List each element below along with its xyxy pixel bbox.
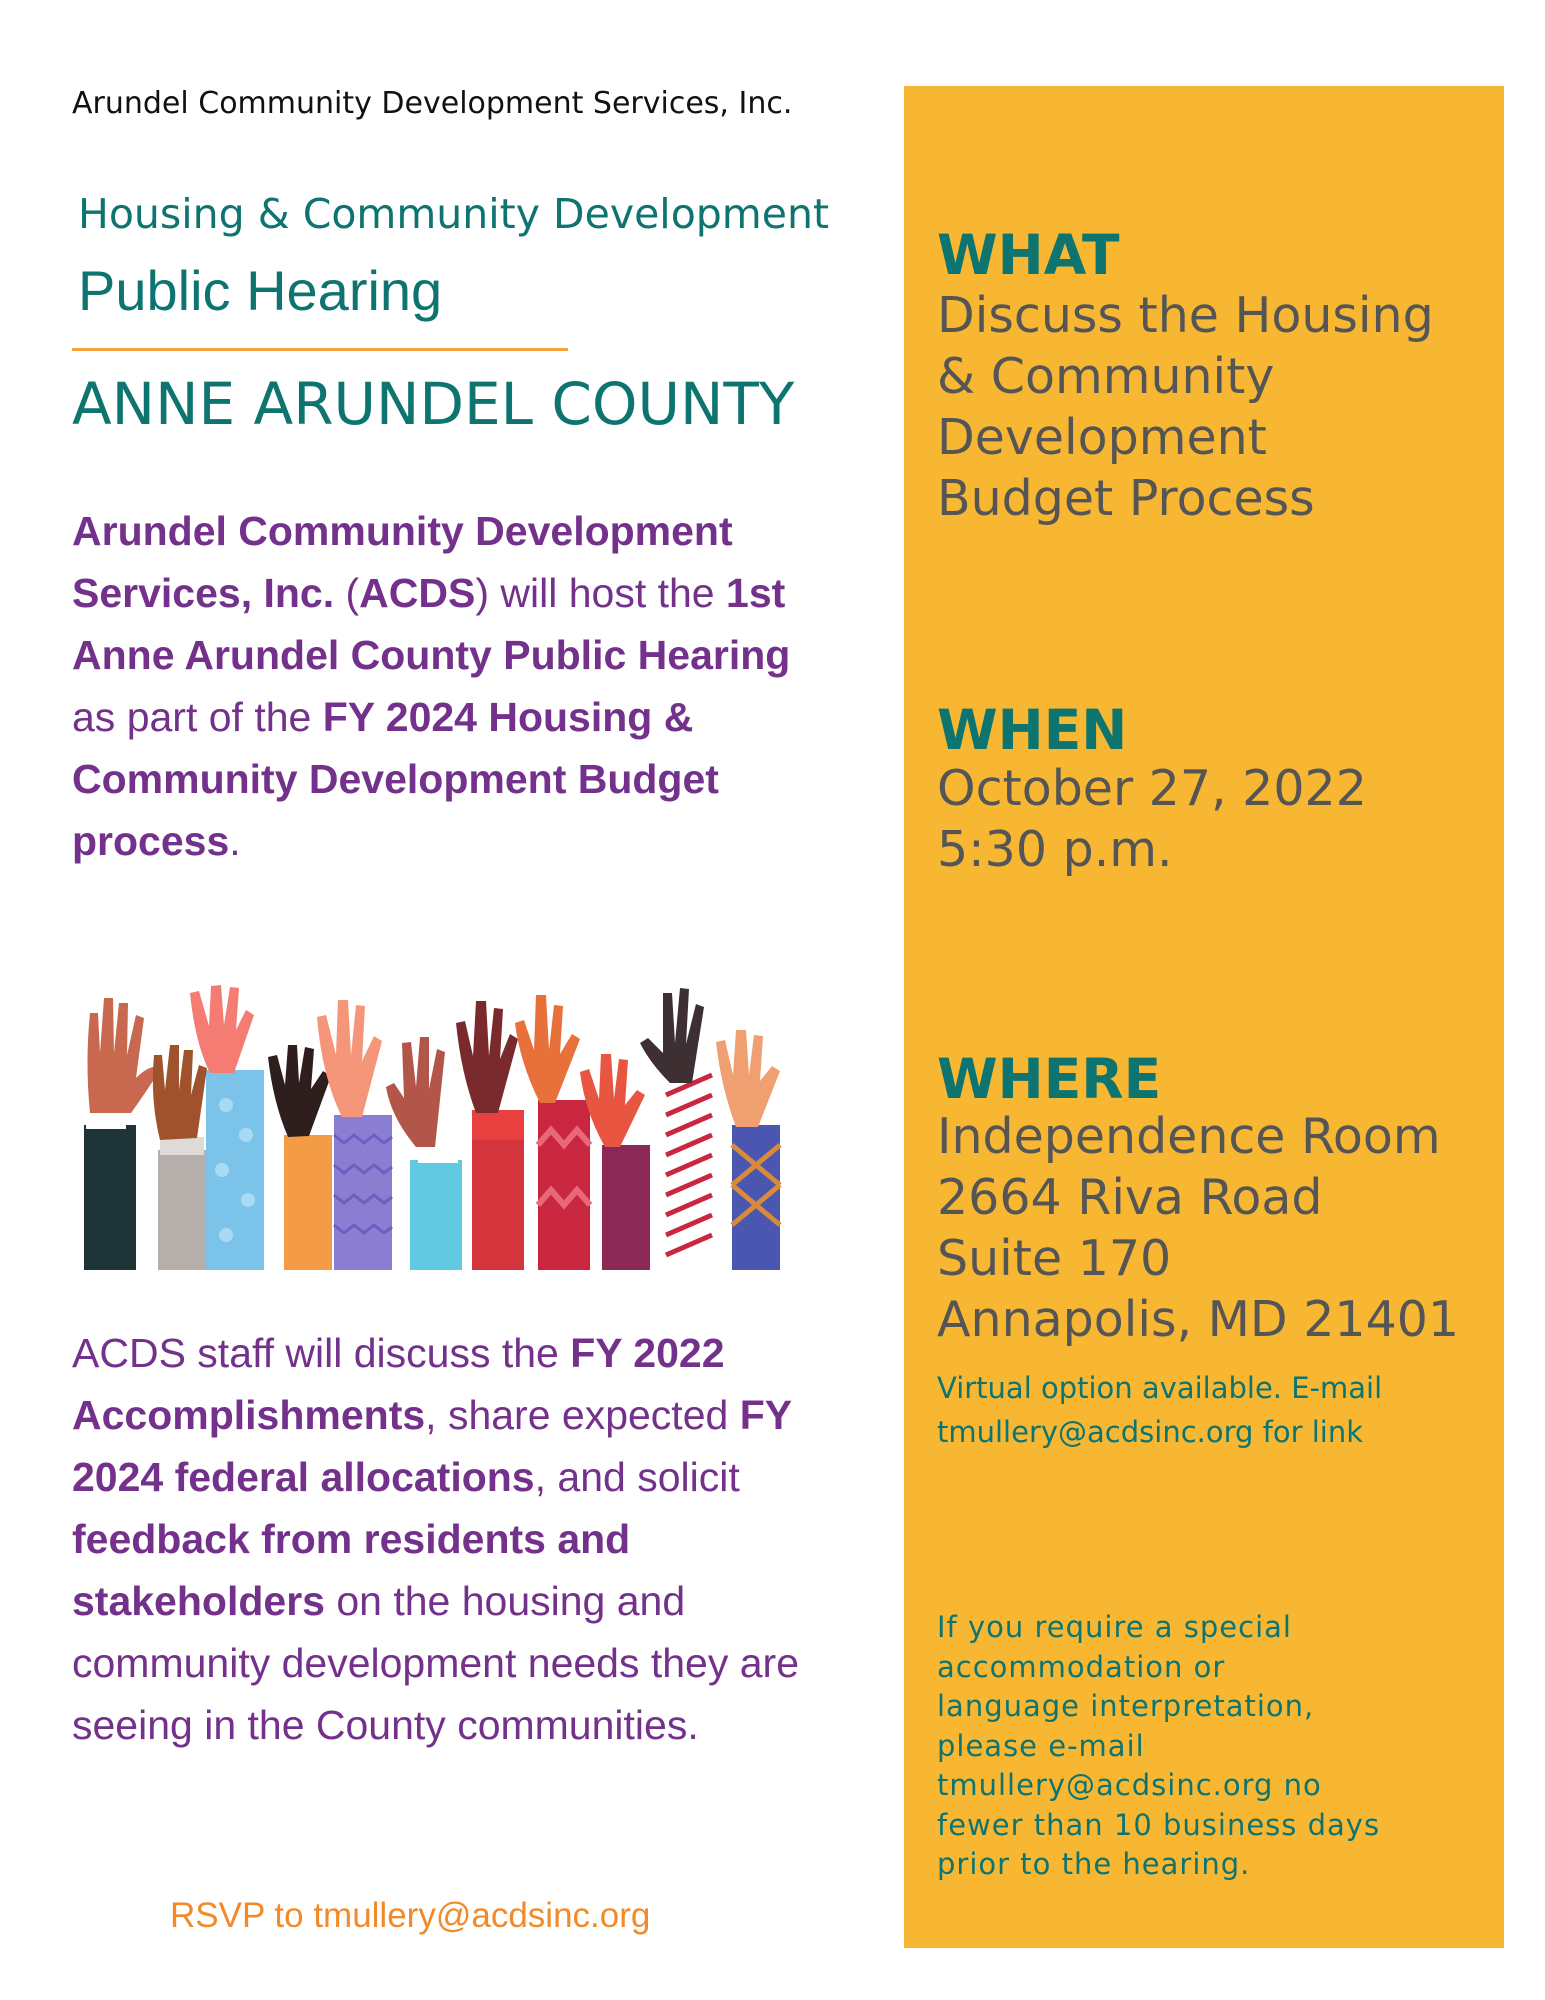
rsvp-email-link[interactable]: RSVP to tmullery@acdsinc.org [170, 1896, 651, 1935]
organization-name: Arundel Community Development Services, Inc. [72, 86, 793, 121]
divider-rule [72, 348, 568, 351]
body-text: as part of the [72, 694, 323, 740]
raised-hands-icon [80, 985, 795, 1270]
emphasized-text: ACDS [359, 570, 476, 616]
body-text: , and solicit [534, 1454, 740, 1500]
venue-street: 2664 Riva Road [937, 1169, 1323, 1226]
emphasized-text: FY 2024 Housing & Community Development Budget process [72, 694, 719, 864]
emphasized-text: FY 2022 Accomplishments [72, 1330, 725, 1438]
virtual-option-note [937, 1366, 1382, 1454]
accommodation-line: fewer than 10 business days [937, 1807, 1381, 1842]
when-label: WHEN [937, 698, 1128, 762]
accommodation-email[interactable]: tmullery@acdsinc.org no [937, 1768, 1322, 1802]
emphasized-text: 1st Anne Arundel County Public Hearing [72, 570, 791, 678]
event-date: October 27, 2022 [937, 760, 1367, 817]
raised-hands-illustration [80, 985, 795, 1270]
what-line: Discuss the Housing [937, 287, 1434, 344]
event-subtitle: Housing & Community Development [78, 190, 830, 238]
venue-suite: Suite 170 [937, 1230, 1172, 1287]
accommodation-line: language interpretation, [937, 1689, 1315, 1723]
county-heading: ANNE ARUNDEL COUNTY [72, 370, 795, 438]
accommodation-note [937, 1608, 1380, 1885]
accommodation-line: prior to the hearing. [937, 1847, 1251, 1881]
virtual-note-email[interactable]: tmullery@acdsinc.org for link [937, 1415, 1364, 1449]
emphasized-text: FY 2024 federal allocations [72, 1392, 792, 1500]
body-text: . [229, 818, 241, 864]
body-text: ( [334, 570, 360, 616]
body-text: , share expected [425, 1392, 740, 1438]
intro-paragraph [72, 500, 812, 872]
where-label: WHERE [937, 1047, 1162, 1111]
accommodation-line: If you require a special [937, 1610, 1292, 1644]
accommodation-line: please e-mail [937, 1728, 1145, 1763]
virtual-note-line: Virtual option available. E-mail [937, 1371, 1383, 1405]
event-details-panel [904, 86, 1504, 1948]
what-label: WHAT [937, 223, 1120, 287]
accommodation-line: accommodation or [937, 1649, 1226, 1684]
body-text: on the housing and community development needs they are seeing in the County communities. [72, 1578, 800, 1748]
what-line: Budget Process [937, 470, 1315, 527]
emphasized-text: Arundel Community Development Services, Inc. [72, 508, 733, 616]
venue-city: Annapolis, MD 21401 [937, 1291, 1460, 1348]
emphasized-text: feedback from residents and stakeholders [72, 1516, 631, 1624]
venue-room: Independence Room [937, 1108, 1441, 1165]
what-line: & Community [937, 348, 1275, 405]
what-line: Development [937, 409, 1267, 466]
where-address [937, 1106, 1459, 1350]
event-title: Public Hearing [78, 259, 443, 322]
what-description [937, 285, 1434, 529]
when-description [937, 758, 1367, 880]
event-time: 5:30 p.m. [937, 821, 1173, 878]
body-text: ) will host the [475, 570, 727, 616]
details-paragraph [72, 1322, 852, 1756]
body-text: ACDS staff will discuss the [72, 1330, 571, 1376]
